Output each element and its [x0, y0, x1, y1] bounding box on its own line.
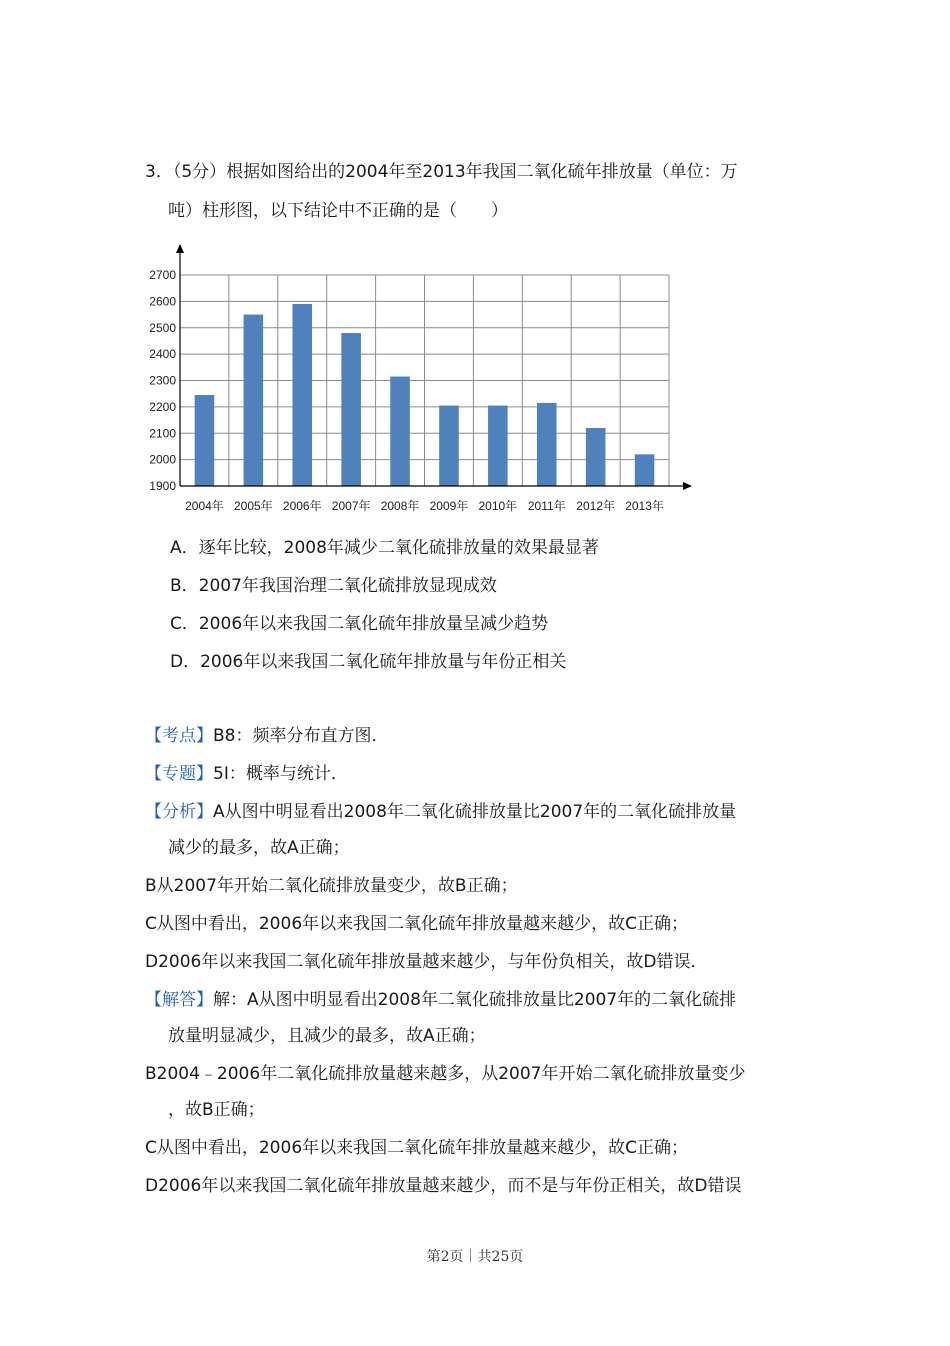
y-tick-label: 2200	[149, 399, 176, 414]
so2-emission-bar-chart	[140, 240, 700, 520]
jieda-d: D2006年以来我国二氧化硫年排放量越来越少，而不是与年份正相关，故D错误	[145, 1176, 742, 1196]
x-tick-label: 2005年	[233, 499, 273, 513]
y-tick-label: 2700	[149, 268, 176, 282]
bar	[439, 406, 459, 486]
bar	[537, 403, 557, 486]
x-tick-label: 2008年	[380, 499, 420, 513]
bar	[292, 304, 312, 486]
bar	[244, 315, 264, 486]
zhuanti-tag: 【专题】	[145, 764, 213, 784]
option-b: B．2007年我国治理二氧化硫排放显现成效	[170, 576, 497, 596]
jieda-line-1	[145, 988, 736, 1012]
option-c: C．2006年以来我国二氧化硫年排放量呈减少趋势	[170, 614, 549, 634]
fenxi-c: C从图中看出，2006年以来我国二氧化硫年排放量越来越少，故C正确；	[145, 914, 689, 934]
jieda-text-1: 解：A从图中明显看出2008年二氧化硫排放量比2007年的二氧化硫排	[213, 990, 737, 1010]
y-tick-label: 2100	[149, 426, 176, 441]
x-tick-label: 2004年	[185, 499, 224, 513]
fenxi-line-2: 减少的最多，故A正确；	[168, 838, 350, 858]
x-tick-label: 2010年	[478, 499, 518, 513]
question-line-1: 3．（5分）根据如图给出的2004年至2013年我国二氧化硫年排放量（单位：万	[145, 162, 738, 182]
bar	[341, 333, 361, 486]
y-axis-arrow	[176, 244, 184, 253]
bar	[488, 406, 508, 486]
jieda-tag: 【解答】	[145, 990, 213, 1010]
fenxi-b: B从2007年开始二氧化硫排放量变少，故B正确；	[145, 876, 518, 896]
y-tick-label: 2500	[149, 320, 176, 335]
x-axis-arrow	[683, 482, 692, 490]
zhuanti-line	[145, 762, 348, 786]
x-tick-label: 2011年	[527, 499, 566, 513]
page-footer: 第2页｜共25页	[426, 1249, 524, 1265]
y-tick-label: 2600	[149, 294, 176, 309]
option-d: D．2006年以来我国二氧化硫年排放量与年份正相关	[170, 652, 567, 672]
kaodian-tag: 【考点】	[145, 726, 213, 746]
jieda-b-2: ，故B正确；	[168, 1100, 265, 1120]
fenxi-tag: 【分析】	[145, 802, 213, 822]
bar	[635, 454, 655, 486]
bar	[195, 395, 215, 486]
fenxi-line-1	[145, 800, 736, 824]
fenxi-d: D2006年以来我国二氧化硫年排放量越来越少，与年份负相关，故D错误．	[145, 952, 708, 972]
x-tick-label: 2013年	[625, 499, 664, 513]
jieda-line-2: 放量明显减少，且减少的最多，故A正确；	[168, 1026, 486, 1046]
bar	[390, 377, 410, 486]
fenxi-text-1: A从图中明显看出2008年二氧化硫排放量比2007年的二氧化硫排放量	[213, 802, 737, 822]
x-tick-label: 2006年	[282, 499, 322, 513]
question-line-2: 吨）柱形图，以下结论中不正确的是（ ）	[168, 201, 508, 221]
y-tick-label: 1900	[149, 479, 176, 493]
bar	[586, 428, 606, 486]
x-tick-label: 2012年	[576, 499, 616, 513]
y-tick-label: 2000	[149, 452, 176, 467]
kaodian-line	[145, 724, 388, 748]
kaodian-text: B8：频率分布直方图．	[213, 726, 389, 746]
x-tick-label: 2007年	[331, 499, 371, 513]
jieda-b-1: B2004﹣2006年二氧化硫排放量越来越多，从2007年开始二氧化硫排放量变少	[145, 1064, 746, 1084]
x-tick-label: 2009年	[429, 499, 469, 513]
jieda-c: C从图中看出，2006年以来我国二氧化硫年排放量越来越少，故C正确；	[145, 1138, 689, 1158]
zhuanti-text: 5I：概率与统计．	[213, 764, 348, 784]
option-a: A．逐年比较，2008年减少二氧化硫排放量的效果最显著	[170, 538, 599, 558]
y-tick-label: 2300	[149, 373, 176, 388]
y-tick-label: 2400	[149, 347, 176, 362]
